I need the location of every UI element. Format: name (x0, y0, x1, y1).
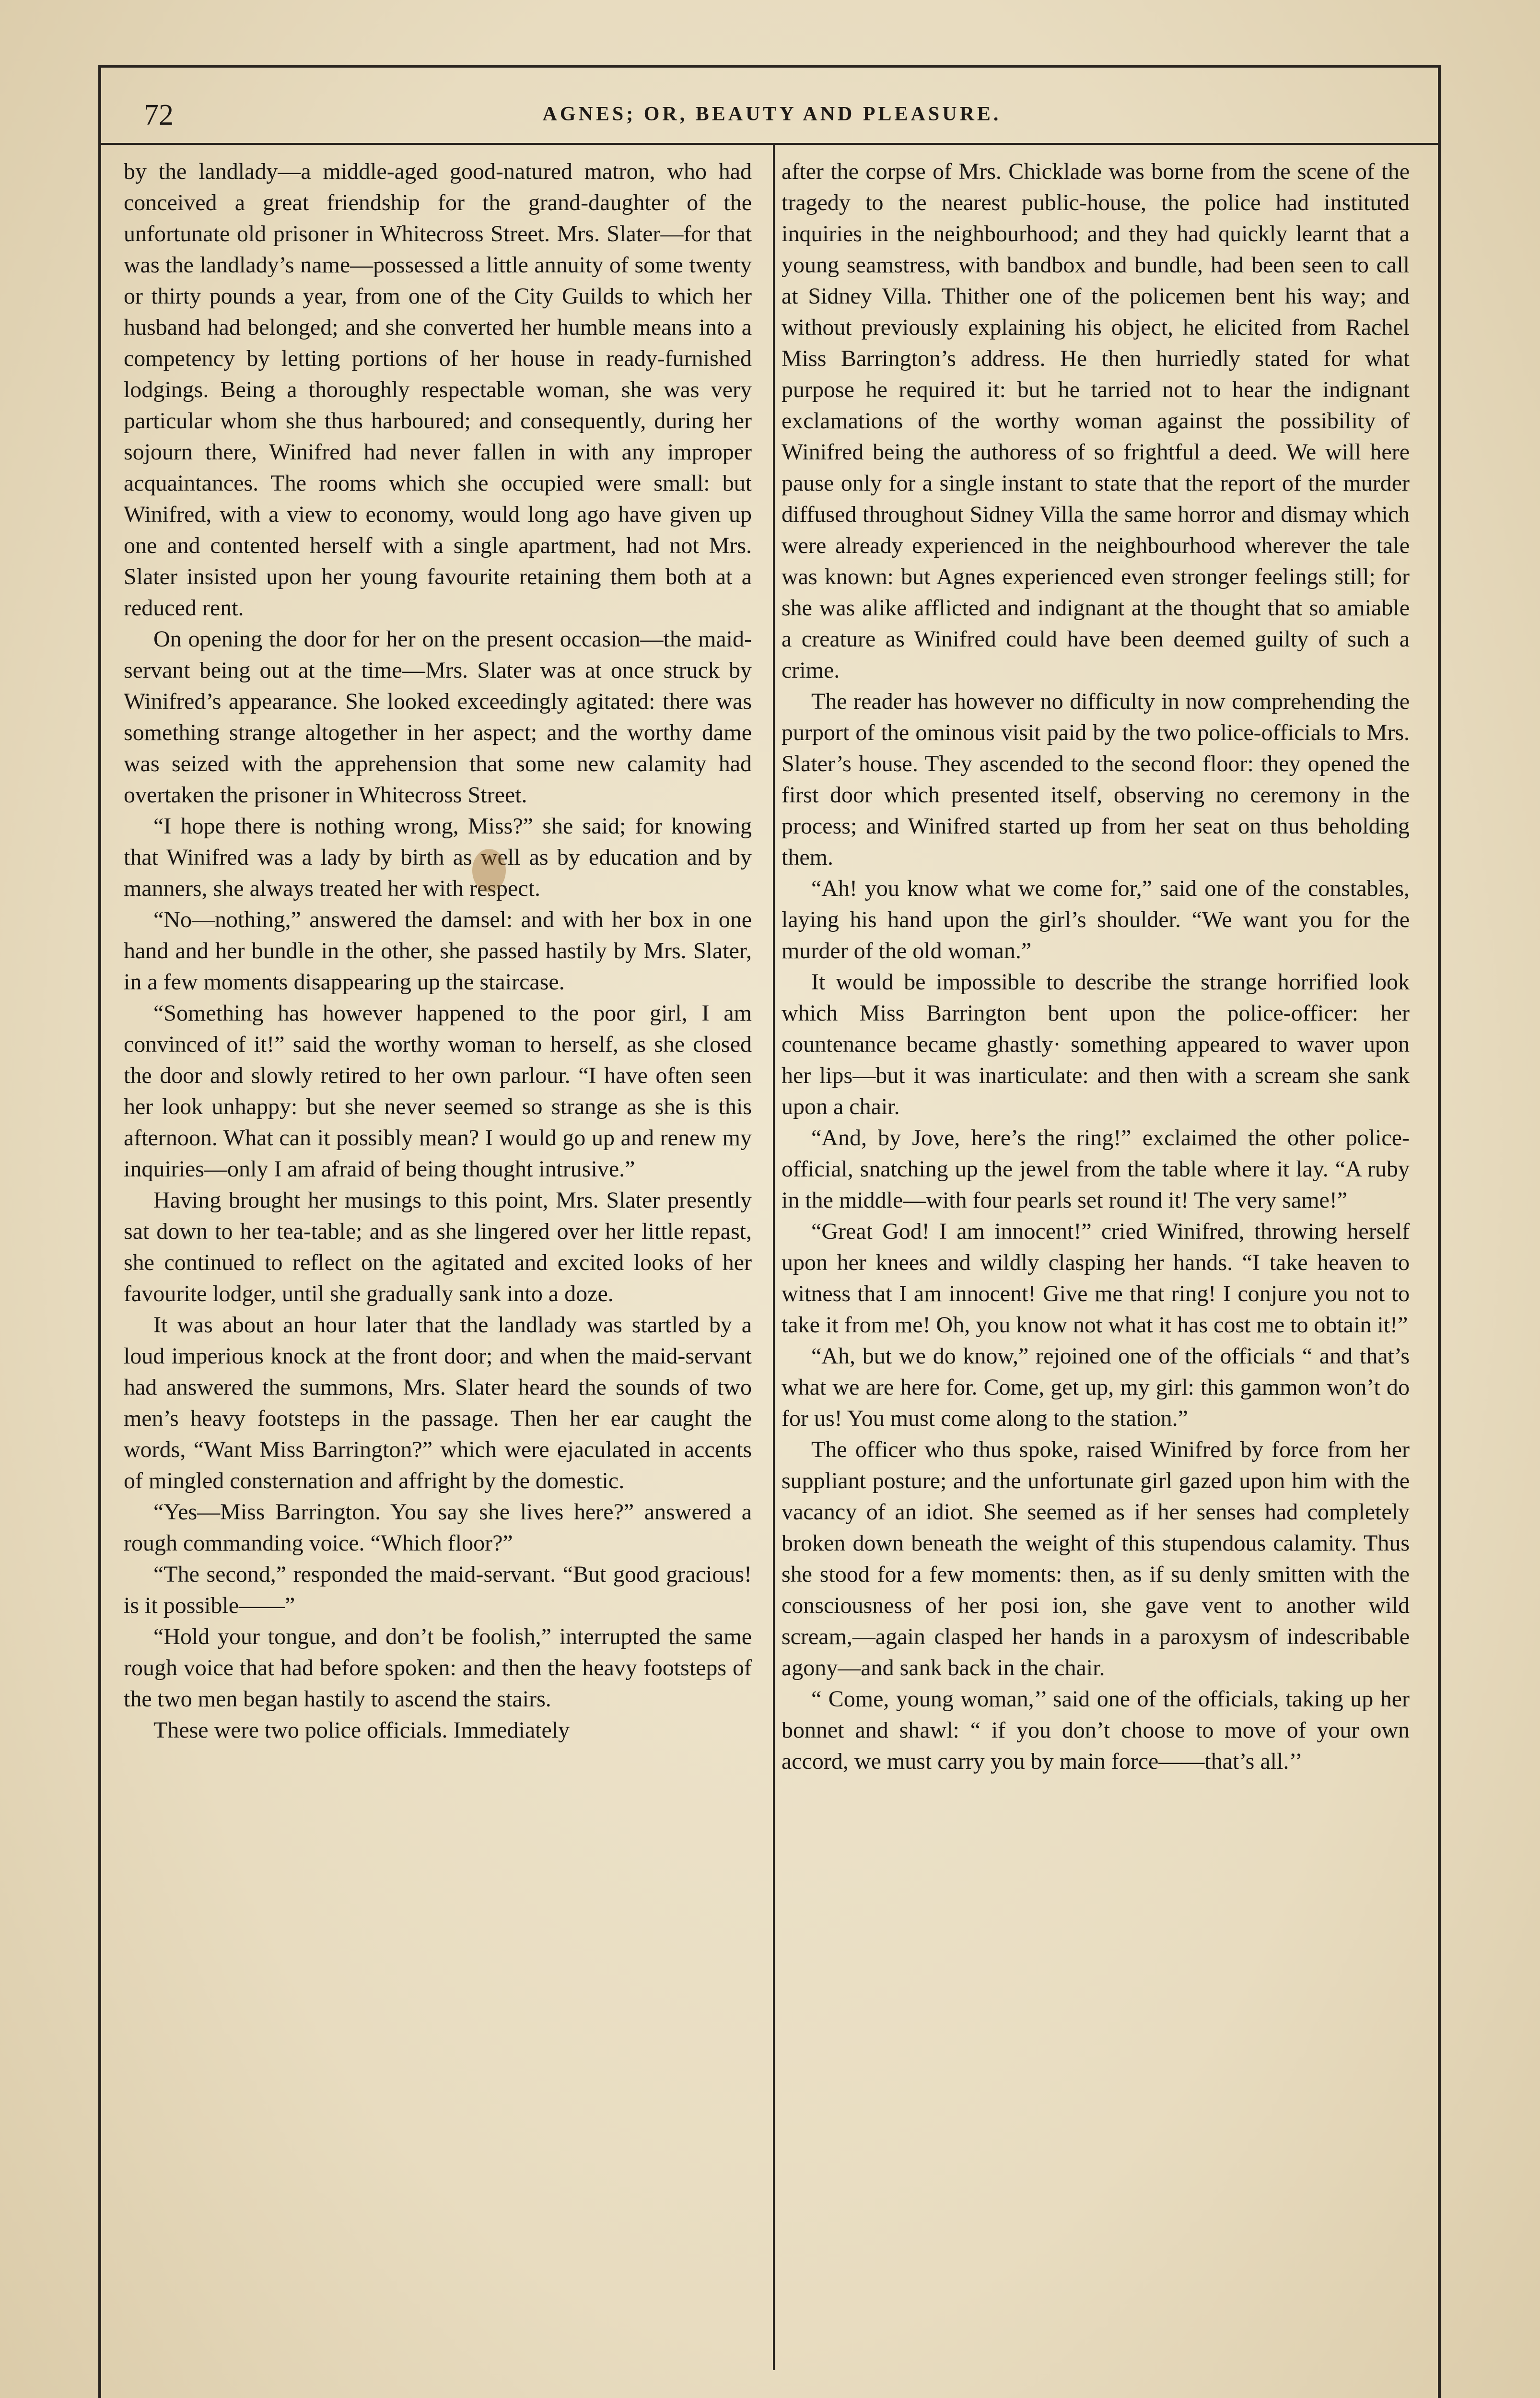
paragraph: “Something has however happened to the poor girl, I am convinced of it!” said the worthy woman to herself, as she closed the door and slowly retired to her own parlour. “I have often seen her look unhappy: but she never seemed so strange as she is this afternoon. What can it possibly mean? I would go up and renew my inquiries—only I am afraid of being thought intrusive.” (124, 1000, 752, 1182)
paragraph: “And, by Jove, here’s the ring!” exclaimed the other police-official, snatching up the jewel from the table where it lay. “A ruby in the middle—with four pearls set round it! The very same!” (782, 1125, 1410, 1213)
paragraph: The officer who thus spoke, raised Winifred by force from her suppliant posture; and the unfortunate girl gazed upon him with the vacancy of an idiot. She seemed as if her senses had completely broken down beneath the weight of this stupendous calamity. Thus she stood for a few moments: then, as if su denly smitten with the consciousness of her posi ion, she gave vent to another wild scream,—again clasped her hands in a paroxysm of indescribable agony—and sank back in the chair. (782, 1437, 1410, 1681)
paragraph: “Ah, but we do know,” rejoined one of the officials “ and that’s what we are here for. Come, get up, my girl: this gammon won’t do for us! You must come along to the station.” (782, 1343, 1410, 1431)
paragraph: It was about an hour later that the landlady was startled by a loud imperious knock at the front door; and when the maid-servant had answered the summons, Mrs. Slater heard the sounds of two men’s heavy footsteps in the passage. Then her ear caught the words, “Want Miss Barrington?” which were ejaculated in accents of mingled consternation and affright by the domestic. (124, 1312, 752, 1493)
paragraph: “Great God! I am innocent!” cried Winifred, throwing herself upon her knees and wildly clasping her hands. “I take heaven to witness that I am innocent! Give me that ring! I conjure you not to take it from me! Oh, you know not what it has cost me to obtain it!” (782, 1219, 1410, 1338)
paragraph: “Hold your tongue, and don’t be foolish,” interrupted the same rough voice that had before spoken: and then the heavy footsteps of the two men began hastily to ascend the stairs. (124, 1624, 752, 1712)
paragraph: “No—nothing,” answered the damsel: and with her box in one hand and her bundle in the other, she passed hastily by Mrs. Slater, in a few moments disappearing up the staircase. (124, 907, 752, 995)
paragraph: It would be impossible to describe the strange horrified look which Miss Barrington bent upon the police-officer: her countenance became ghastly· something appeared to waver upon her lips—but it was inarticulate: and then with a scream she sank upon a chair. (782, 969, 1410, 1119)
paragraph: after the corpse of Mrs. Chicklade was borne from the scene of the tragedy to the nearest public-house, the police had instituted inquiries in the neighbourhood; and they had quickly learnt that a young seamstress, with bandbox and bundle, had been seen to call at Sidney Villa. Thither one of the policemen bent his way; and without previously explaining his object, he elicited from Rachel Miss Barrington’s address. He then hurriedly stated for what purpose he required it: but he tarried not to hear the indignant exclamations of the worthy woman against the possibility of Winifred being the authoress of so frightful a deed. We will here pause only for a single instant to state that the report of the murder diffused throughout Sidney Villa the same horror and dismay which were already experienced in the neighbourhood wherever the tale was known: but Agnes experienced even stronger feelings still; for she was alike afflicted and indignant at the thought that so amiable a creature as Winifred could have been deemed guilty of such a crime. (782, 159, 1410, 683)
header-divider (101, 143, 1438, 145)
paragraph: “ Come, young woman,’’ said one of the officials, taking up her bonnet and shawl: “ if you don’t choose to move of your own accord, we must carry you by main force——that’s all.’’ (782, 1686, 1410, 1774)
paragraph: The reader has however no difficulty in now comprehending the purport of the ominous visit paid by the two police-officials to Mrs. Slater’s house. They ascended to the second floor: they opened the first door which presented itself, observing no ceremony in the process; and Winifred started up from her seat on thus beholding them. (782, 689, 1410, 870)
paragraph: On opening the door for her on the present occasion—the maid-servant being out at the time—Mrs. Slater was at once struck by Winifred’s appearance. She looked exceedingly agitated: there was something strange altogether in her aspect; and the worthy dame was seized with the apprehension that some new calamity had overtaken the prisoner in Whitecross Street. (124, 626, 752, 808)
paragraph: “I hope there is nothing wrong, Miss?” she said; for knowing that Winifred was a lady by birth as well as by education and by manners, she always treated her with respect. (124, 813, 752, 901)
paragraph: “The second,” responded the maid-servant. “But good gracious! is it possible——” (124, 1562, 752, 1618)
paragraph: Having brought her musings to this point, Mrs. Slater presently sat down to her tea-table; and as she lingered over her little repast, she continued to reflect on the agitated and excited looks of her favourite lodger, until she gradually sank into a doze. (124, 1187, 752, 1306)
page-header (125, 96, 1419, 139)
paragraph: by the landlady—a middle-aged good-natured matron, who had conceived a great friendship for the grand-daughter of the unfortunate old prisoner in Whitecross Street. Mrs. Slater—for that was the landlady’s name—possessed a little annuity of some twenty or thirty pounds a year, from one of the City Guilds to which her husband had belonged; and she converted her humble means into a competency by letting portions of her house in ready-furnished lodgings. Being a thoroughly respectable woman, she was very particular whom she thus harboured; and consequently, during her sojourn there, Winifred had never fallen in with any improper acquaintances. The rooms which she occupied were small: but Winifred, with a view to economy, would long ago have given up one and contented herself with a single apartment, had not Mrs. Slater insisted upon her young favourite retaining them both at a reduced rent. (124, 159, 752, 621)
left-column (124, 156, 752, 2372)
paragraph: These were two police officials. Immediately (153, 1717, 570, 1743)
paragraph: “Yes—Miss Barrington. You say she lives here?” answered a rough commanding voice. “Which floor?” (124, 1499, 752, 1556)
paragraph: “Ah! you know what we come for,” said one of the constables, laying his hand upon the girl’s shoulder. “We want you for the murder of the old woman.” (782, 876, 1410, 964)
paper-stain (472, 849, 506, 892)
running-title: AGNES; OR, BEAUTY AND PLEASURE. (542, 103, 1002, 125)
column-divider (773, 145, 775, 2370)
right-column (782, 156, 1410, 2372)
page-number: 72 (144, 99, 174, 131)
